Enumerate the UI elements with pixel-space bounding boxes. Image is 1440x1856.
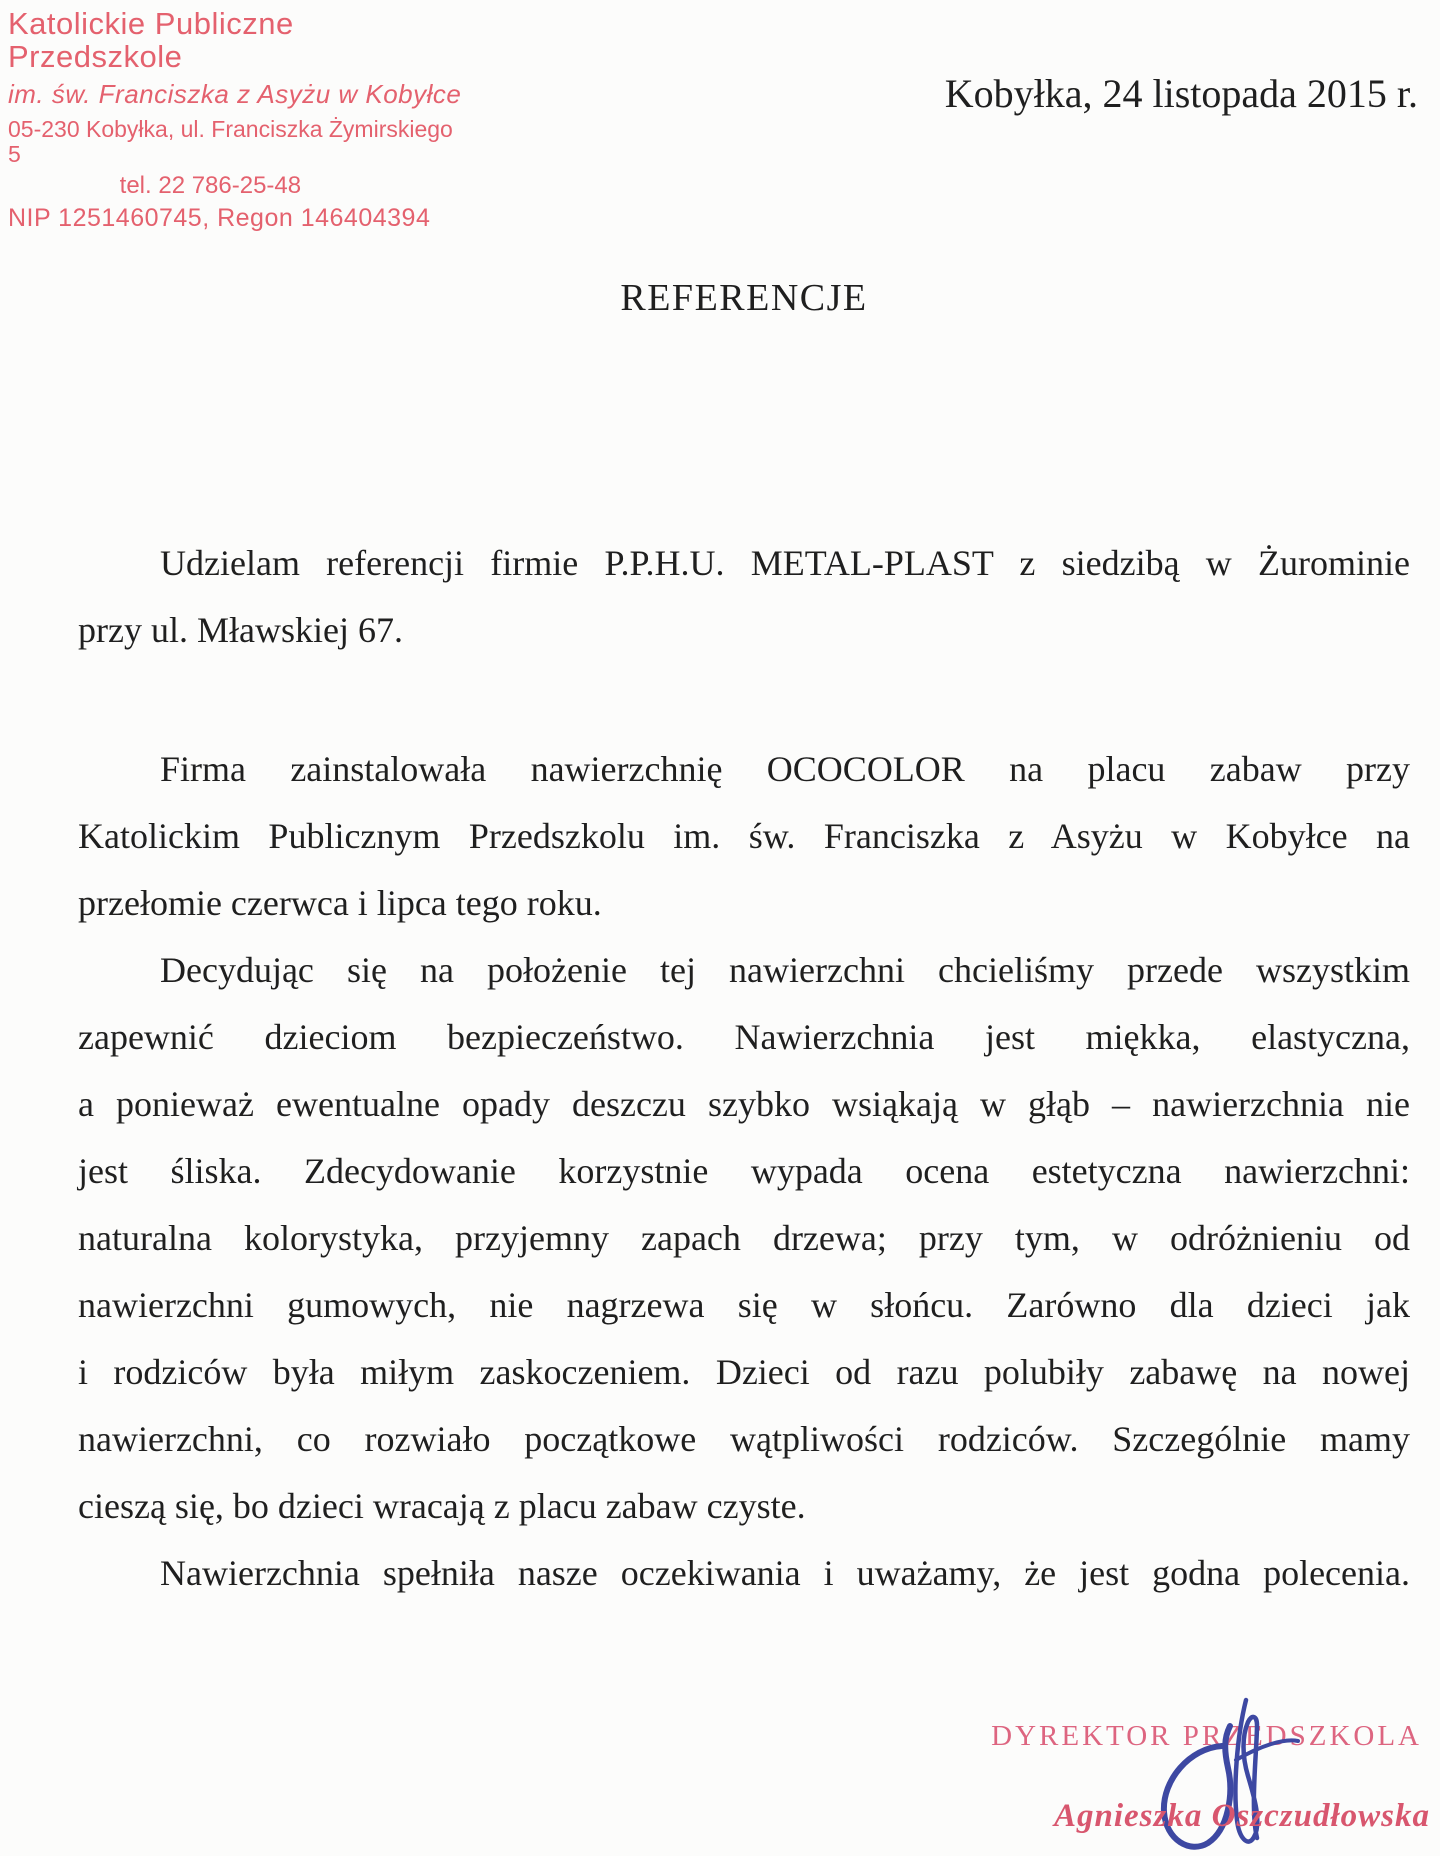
stamp-nip-regon-line: NIP 1251460745, Regon 146404394 (8, 204, 431, 233)
text-line: cieszą się, bo dzieci wracają z placu zabaw czyste. (78, 1486, 806, 1526)
text-line: przełomie czerwca i lipca tego roku. (78, 883, 602, 923)
stamp-address-line: 05-230 Kobyłka, ul. Franciszka Żymirskiego 5 (8, 116, 453, 167)
text-line: nawierzchni, co rozwiało początkowe wątpliwości rodziców. Szczególnie mamy (78, 1419, 1410, 1459)
paragraph-3 (78, 937, 1410, 1540)
date-line: Kobyłka, 24 listopada 2015 r. (944, 71, 1418, 116)
text-line: zapewnić dzieciom bezpieczeństwo. Nawierzchnia jest miękka, elastyczna, (78, 1017, 1410, 1057)
paragraph-1 (78, 530, 1410, 664)
text-line: naturalna kolorystyka, przyjemny zapach drzewa; przy tym, w odróżnieniu od (78, 1218, 1410, 1258)
stamp-school-name: Katolickie Publiczne Przedszkole (8, 6, 294, 74)
text-line: Decydując się na położenie tej nawierzchni chcieliśmy przede wszystkim (160, 950, 1410, 990)
text-line: Katolickim Publicznym Przedszkolu im. św. Franciszka z Asyżu w Kobyłce na (78, 816, 1410, 856)
document-title: REFERENCJE (620, 277, 868, 319)
paragraph-2 (78, 736, 1410, 937)
text-line: Nawierzchnia spełniła nasze oczekiwania i uważamy, że jest godna polecenia. (160, 1553, 1410, 1593)
letter-body (78, 530, 1410, 1607)
signature-role-stamp: DYREKTOR PRZEDSZKOLA (991, 1720, 1422, 1752)
text-line: Firma zainstalowała nawierzchnię OCOCOLOR na placu zabaw przy (160, 749, 1410, 789)
stamp-patron-line: im. św. Franciszka z Asyżu w Kobyłce (8, 78, 462, 109)
text-line: jest śliska. Zdecydowanie korzystnie wypada ocena estetyczna nawierzchni: (78, 1151, 1410, 1191)
paragraph-4 (78, 1540, 1410, 1607)
text-line: a ponieważ ewentualne opady deszczu szybko wsiąkają w głąb – nawierzchnia nie (78, 1084, 1410, 1124)
text-line: i rodziców była miłym zaskoczeniem. Dzieci od razu polubiły zabawę na nowej (78, 1352, 1410, 1392)
stamp-phone-line: tel. 22 786-25-48 (119, 172, 302, 200)
signature-name: Agnieszka Oszczudłowska (1054, 1798, 1430, 1834)
text-line: Udzielam referencji firmie P.P.H.U. METAL-PLAST z siedzibą w Żurominie (160, 543, 1410, 583)
text-line: przy ul. Mławskiej 67. (78, 610, 403, 650)
school-stamp (8, 8, 468, 232)
text-line: nawierzchni gumowych, nie nagrzewa się w słońcu. Zarówno dla dzieci jak (78, 1285, 1410, 1325)
